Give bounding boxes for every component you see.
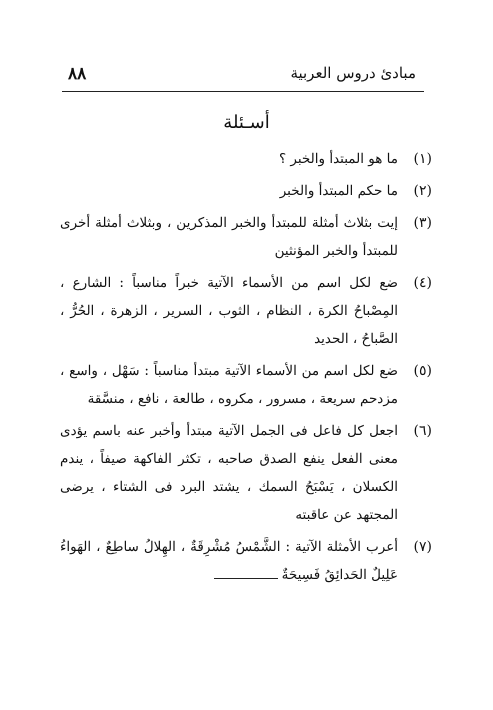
question-text: ضع لكل اسم من الأسماء الآتية مبتدأ مناسباً : سَهْل ، واسع ، مزدحم سريعة ، مسرور ، مكروه ، طالعة ، نافع ، منسَّقة [60, 363, 398, 407]
question-item [60, 269, 432, 353]
question-number: (٥) [413, 363, 432, 379]
page-number: ٨٨ [68, 64, 87, 84]
question-number: (٧) [413, 539, 432, 555]
question-item [60, 417, 432, 529]
question-text: ضع لكل اسم من الأسماء الآتية خبراً مناسباً : الشارع ، المِصْباحُ الكرة ، النظام ، الثوب ، السرير ، الزهرة ، الحُرُّ ، الصَّباحُ ، الحديد [60, 275, 398, 347]
section-heading: أسـئلة [223, 112, 270, 133]
running-title: مبادئ دروس العربية [290, 64, 416, 82]
question-number: (٤) [413, 275, 432, 291]
question-text: ما حكم المبتدأ والخبر [279, 183, 398, 199]
question-text: إيت بثلاث أمثلة للمبتدأ والخبر المذكرين ، وبثلاث أمثلة أخرى للمبتدأ والخبر المؤنثين [60, 215, 398, 259]
question-item [60, 145, 432, 173]
question-number: (٣) [413, 215, 432, 231]
header-rule [62, 91, 424, 92]
question-list [60, 145, 432, 593]
end-rule [214, 578, 278, 579]
page-header [62, 62, 424, 86]
question-number: (١) [413, 151, 432, 167]
question-number: (٢) [413, 183, 432, 199]
question-text: أعرب الأمثلة الآتية : الشَّمْسُ مُشْرِقَةٌ ، الهِلالُ ساطِعٌ ، الهَواءُ عَلِيلٌ الحَدائِقُ فَسِيحَةٌ [60, 539, 398, 583]
question-text: ما هو المبتدأ والخبر ؟ [278, 151, 398, 167]
question-text: اجعل كل فاعل فى الجمل الآتية مبتدأ وأخبر عنه باسم يؤدى معنى الفعل ينفع الصدق صاحبه ، تكثر الفاكهة صيفاً ، يندم الكسلان ، يَسْبَحُ السمك ، يشتد البرد فى الشتاء ، يرضى المجتهد عن عاقبته [60, 423, 398, 523]
question-number: (٦) [413, 423, 432, 439]
question-item [60, 357, 432, 413]
question-item [60, 533, 432, 589]
question-item [60, 209, 432, 265]
question-item [60, 177, 432, 205]
